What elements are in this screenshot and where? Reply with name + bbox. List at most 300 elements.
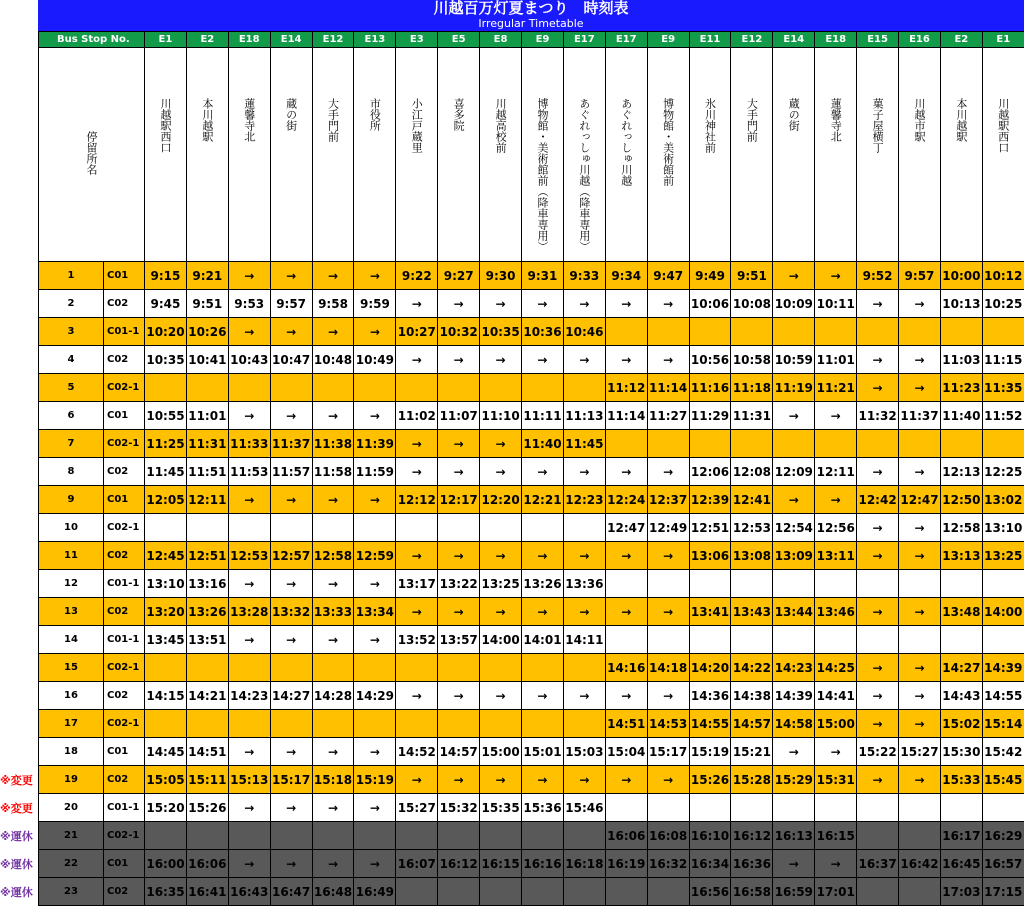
departure-time: 15:04 bbox=[605, 738, 647, 766]
departure-time: 11:23 bbox=[940, 374, 982, 402]
departure-time: → bbox=[857, 458, 899, 486]
departure-time: 15:00 bbox=[815, 710, 857, 738]
departure-time: 14:25 bbox=[815, 654, 857, 682]
departure-time bbox=[857, 878, 899, 906]
trip-number: 9 bbox=[39, 486, 104, 514]
departure-time bbox=[563, 374, 605, 402]
departure-time: 12:09 bbox=[773, 458, 815, 486]
departure-time: → bbox=[312, 262, 354, 290]
departure-time: → bbox=[815, 738, 857, 766]
departure-time: → bbox=[899, 542, 941, 570]
departure-time: 9:15 bbox=[145, 262, 187, 290]
departure-time: 10:12 bbox=[982, 262, 1024, 290]
departure-time bbox=[522, 654, 564, 682]
departure-time: 11:52 bbox=[982, 402, 1024, 430]
trip-row bbox=[39, 794, 1024, 822]
departure-time: 13:06 bbox=[689, 542, 731, 570]
departure-time: 11:40 bbox=[522, 430, 564, 458]
departure-time: 14:28 bbox=[312, 682, 354, 710]
trip-number: 17 bbox=[39, 710, 104, 738]
stop-name bbox=[438, 48, 480, 262]
stop-name bbox=[857, 48, 899, 262]
bus-stop-code: E3 bbox=[396, 32, 438, 48]
departure-time bbox=[982, 626, 1024, 654]
departure-time: 11:33 bbox=[228, 430, 270, 458]
departure-time bbox=[563, 710, 605, 738]
trip-row bbox=[39, 738, 1024, 766]
departure-time: → bbox=[647, 290, 689, 318]
departure-time: 15:46 bbox=[563, 794, 605, 822]
departure-time: 12:50 bbox=[940, 486, 982, 514]
departure-time: → bbox=[312, 570, 354, 598]
departure-time bbox=[940, 430, 982, 458]
departure-time: → bbox=[312, 402, 354, 430]
trip-row bbox=[39, 542, 1024, 570]
departure-time: → bbox=[270, 626, 312, 654]
departure-time: 15:26 bbox=[186, 794, 228, 822]
departure-time: 15:03 bbox=[563, 738, 605, 766]
bus-stop-code: E2 bbox=[940, 32, 982, 48]
departure-time: → bbox=[354, 486, 396, 514]
departure-time: 14:38 bbox=[731, 682, 773, 710]
departure-time: 14:11 bbox=[563, 626, 605, 654]
trip-row bbox=[39, 430, 1024, 458]
departure-time: 15:28 bbox=[731, 766, 773, 794]
departure-time: 14:22 bbox=[731, 654, 773, 682]
departure-time: 12:49 bbox=[647, 514, 689, 542]
trip-number: 8 bbox=[39, 458, 104, 486]
departure-time: 13:41 bbox=[689, 598, 731, 626]
bus-stop-code: E17 bbox=[605, 32, 647, 48]
departure-time: → bbox=[354, 318, 396, 346]
departure-time: 14:58 bbox=[773, 710, 815, 738]
departure-time: 10:00 bbox=[940, 262, 982, 290]
departure-time: 16:16 bbox=[522, 850, 564, 878]
trip-number: 23 bbox=[39, 878, 104, 906]
departure-time bbox=[815, 794, 857, 822]
departure-time: 13:57 bbox=[438, 626, 480, 654]
departure-time: → bbox=[522, 766, 564, 794]
departure-time bbox=[899, 430, 941, 458]
departure-time: → bbox=[605, 682, 647, 710]
departure-time: → bbox=[605, 766, 647, 794]
departure-time: → bbox=[438, 542, 480, 570]
departure-time bbox=[731, 794, 773, 822]
stop-name-text: 市役所 bbox=[368, 98, 381, 131]
departure-time: 11:45 bbox=[145, 458, 187, 486]
departure-time bbox=[563, 822, 605, 850]
departure-time bbox=[899, 794, 941, 822]
departure-time: 10:56 bbox=[689, 346, 731, 374]
departure-time bbox=[312, 654, 354, 682]
departure-time: 12:05 bbox=[145, 486, 187, 514]
departure-time bbox=[312, 822, 354, 850]
departure-time: → bbox=[270, 794, 312, 822]
departure-time: 12:51 bbox=[186, 542, 228, 570]
departure-time: → bbox=[270, 738, 312, 766]
departure-time: 10:59 bbox=[773, 346, 815, 374]
departure-time: → bbox=[522, 346, 564, 374]
departure-time bbox=[563, 878, 605, 906]
departure-time: 13:20 bbox=[145, 598, 187, 626]
departure-time bbox=[312, 514, 354, 542]
departure-time bbox=[982, 794, 1024, 822]
departure-time: 10:26 bbox=[186, 318, 228, 346]
departure-time: → bbox=[228, 486, 270, 514]
departure-time: 10:35 bbox=[145, 346, 187, 374]
departure-time: 11:29 bbox=[689, 402, 731, 430]
departure-time: 11:07 bbox=[438, 402, 480, 430]
route-code: C02 bbox=[104, 346, 145, 374]
service-change-note: ※変更 bbox=[0, 772, 40, 788]
departure-time: → bbox=[899, 290, 941, 318]
departure-time: 16:12 bbox=[438, 850, 480, 878]
departure-time: → bbox=[480, 430, 522, 458]
departure-time bbox=[689, 318, 731, 346]
departure-time: 9:33 bbox=[563, 262, 605, 290]
departure-time: 14:57 bbox=[438, 738, 480, 766]
departure-time: 10:32 bbox=[438, 318, 480, 346]
departure-time bbox=[228, 710, 270, 738]
departure-time: 14:55 bbox=[982, 682, 1024, 710]
departure-time: 11:45 bbox=[563, 430, 605, 458]
route-code: C01-1 bbox=[104, 318, 145, 346]
departure-time: → bbox=[773, 486, 815, 514]
departure-time: 10:08 bbox=[731, 290, 773, 318]
departure-time: 15:30 bbox=[940, 738, 982, 766]
bus-stop-code: E12 bbox=[312, 32, 354, 48]
bus-stop-code: E11 bbox=[689, 32, 731, 48]
departure-time: 11:12 bbox=[605, 374, 647, 402]
departure-time: → bbox=[270, 318, 312, 346]
departure-time: 13:43 bbox=[731, 598, 773, 626]
service-change-note: ※変更 bbox=[0, 800, 40, 816]
departure-time: → bbox=[312, 626, 354, 654]
departure-time: 14:52 bbox=[396, 738, 438, 766]
departure-time bbox=[899, 318, 941, 346]
departure-time: 12:24 bbox=[605, 486, 647, 514]
departure-time: 16:59 bbox=[773, 878, 815, 906]
bus-stop-code: E2 bbox=[186, 32, 228, 48]
timetable-header bbox=[38, 0, 1024, 31]
departure-time: 10:06 bbox=[689, 290, 731, 318]
trip-row bbox=[39, 822, 1024, 850]
departure-time: 10:36 bbox=[522, 318, 564, 346]
departure-time bbox=[605, 570, 647, 598]
departure-time: → bbox=[354, 850, 396, 878]
trip-number: 3 bbox=[39, 318, 104, 346]
departure-time bbox=[605, 794, 647, 822]
trip-row bbox=[39, 346, 1024, 374]
stop-name-text: あぐれっしゅ川越（降車専用） bbox=[578, 98, 591, 252]
departure-time bbox=[857, 570, 899, 598]
departure-time bbox=[396, 710, 438, 738]
departure-time: 10:09 bbox=[773, 290, 815, 318]
stop-name bbox=[689, 48, 731, 262]
bus-stop-code: E5 bbox=[438, 32, 480, 48]
trip-row bbox=[39, 654, 1024, 682]
departure-time: → bbox=[773, 738, 815, 766]
departure-time bbox=[480, 654, 522, 682]
departure-time: 14:20 bbox=[689, 654, 731, 682]
departure-time bbox=[563, 514, 605, 542]
departure-time: 14:39 bbox=[982, 654, 1024, 682]
departure-time: 15:19 bbox=[689, 738, 731, 766]
departure-time: → bbox=[773, 262, 815, 290]
departure-time: 17:01 bbox=[815, 878, 857, 906]
departure-time: 14:01 bbox=[522, 626, 564, 654]
departure-time: → bbox=[605, 346, 647, 374]
departure-time: 16:06 bbox=[186, 850, 228, 878]
departure-time bbox=[857, 430, 899, 458]
departure-time: 12:20 bbox=[480, 486, 522, 514]
departure-time: 13:26 bbox=[522, 570, 564, 598]
stop-name bbox=[940, 48, 982, 262]
departure-time: 11:40 bbox=[940, 402, 982, 430]
stop-name-text: 大手門前 bbox=[327, 98, 340, 142]
departure-time: 14:57 bbox=[731, 710, 773, 738]
departure-time: 14:36 bbox=[689, 682, 731, 710]
stop-names-row bbox=[39, 48, 1024, 262]
departure-time bbox=[228, 822, 270, 850]
departure-time: 16:00 bbox=[145, 850, 187, 878]
departure-time: 15:42 bbox=[982, 738, 1024, 766]
departure-time: 13:44 bbox=[773, 598, 815, 626]
departure-time bbox=[982, 570, 1024, 598]
stop-name bbox=[605, 48, 647, 262]
bus-stop-code: E17 bbox=[563, 32, 605, 48]
route-code: C01-1 bbox=[104, 626, 145, 654]
departure-time: 13:02 bbox=[982, 486, 1024, 514]
departure-time: → bbox=[438, 346, 480, 374]
departure-time bbox=[815, 626, 857, 654]
departure-time: 11:02 bbox=[396, 402, 438, 430]
departure-time bbox=[396, 822, 438, 850]
departure-time: 16:37 bbox=[857, 850, 899, 878]
departure-time bbox=[438, 710, 480, 738]
departure-time: → bbox=[270, 486, 312, 514]
trip-row bbox=[39, 458, 1024, 486]
departure-time: 14:53 bbox=[647, 710, 689, 738]
trip-row bbox=[39, 514, 1024, 542]
departure-time: 12:21 bbox=[522, 486, 564, 514]
departure-time bbox=[857, 318, 899, 346]
stop-name-text: 川越市駅 bbox=[913, 98, 926, 142]
departure-time: → bbox=[522, 290, 564, 318]
departure-time: → bbox=[396, 542, 438, 570]
departure-time: → bbox=[354, 626, 396, 654]
trip-row bbox=[39, 850, 1024, 878]
stop-name bbox=[480, 48, 522, 262]
departure-time: → bbox=[773, 850, 815, 878]
departure-time: → bbox=[396, 766, 438, 794]
departure-time: 16:43 bbox=[228, 878, 270, 906]
route-code: C01 bbox=[104, 850, 145, 878]
departure-time: 11:01 bbox=[815, 346, 857, 374]
bus-stop-code: E1 bbox=[145, 32, 187, 48]
departure-time bbox=[145, 374, 187, 402]
departure-time bbox=[480, 710, 522, 738]
departure-time: 15:22 bbox=[857, 738, 899, 766]
departure-time: → bbox=[354, 570, 396, 598]
departure-time: → bbox=[480, 458, 522, 486]
route-code: C02-1 bbox=[104, 514, 145, 542]
route-code: C01 bbox=[104, 402, 145, 430]
departure-time: 11:31 bbox=[731, 402, 773, 430]
departure-time: 11:15 bbox=[982, 346, 1024, 374]
departure-time: → bbox=[899, 374, 941, 402]
departure-time bbox=[186, 710, 228, 738]
departure-time: 15:00 bbox=[480, 738, 522, 766]
departure-time: → bbox=[857, 710, 899, 738]
timetable-grid bbox=[38, 31, 1024, 906]
departure-time: → bbox=[354, 402, 396, 430]
departure-time bbox=[940, 626, 982, 654]
departure-time: 16:15 bbox=[480, 850, 522, 878]
departure-time: 12:59 bbox=[354, 542, 396, 570]
departure-time: 16:56 bbox=[689, 878, 731, 906]
departure-time: 9:58 bbox=[312, 290, 354, 318]
departure-time: 14:39 bbox=[773, 682, 815, 710]
departure-time bbox=[145, 822, 187, 850]
departure-time: → bbox=[605, 290, 647, 318]
departure-time: 11:13 bbox=[563, 402, 605, 430]
departure-time: 13:25 bbox=[982, 542, 1024, 570]
departure-time: 12:42 bbox=[857, 486, 899, 514]
departure-time: 15:17 bbox=[270, 766, 312, 794]
departure-time bbox=[899, 878, 941, 906]
route-code: C01 bbox=[104, 486, 145, 514]
departure-time: 10:48 bbox=[312, 346, 354, 374]
departure-time: 13:48 bbox=[940, 598, 982, 626]
departure-time: 12:54 bbox=[773, 514, 815, 542]
departure-time: 15:29 bbox=[773, 766, 815, 794]
stop-name bbox=[815, 48, 857, 262]
route-code: C02 bbox=[104, 682, 145, 710]
departure-time: 10:27 bbox=[396, 318, 438, 346]
departure-time: 10:55 bbox=[145, 402, 187, 430]
departure-time: → bbox=[480, 766, 522, 794]
departure-time: 9:22 bbox=[396, 262, 438, 290]
departure-time: 10:49 bbox=[354, 346, 396, 374]
departure-time: 9:27 bbox=[438, 262, 480, 290]
departure-time: 12:12 bbox=[396, 486, 438, 514]
departure-time: 14:18 bbox=[647, 654, 689, 682]
service-change-note: ※運休 bbox=[0, 884, 40, 900]
departure-time: 10:11 bbox=[815, 290, 857, 318]
departure-time: 10:58 bbox=[731, 346, 773, 374]
departure-time: → bbox=[899, 598, 941, 626]
stop-name bbox=[228, 48, 270, 262]
departure-time bbox=[270, 514, 312, 542]
departure-time: 9:34 bbox=[605, 262, 647, 290]
stop-name bbox=[731, 48, 773, 262]
departure-time: → bbox=[563, 458, 605, 486]
departure-time bbox=[857, 822, 899, 850]
stop-name-text: 本川越駅 bbox=[955, 98, 968, 142]
stop-name bbox=[522, 48, 564, 262]
departure-time bbox=[647, 626, 689, 654]
departure-time: 13:33 bbox=[312, 598, 354, 626]
departure-time: → bbox=[647, 458, 689, 486]
departure-time: 13:09 bbox=[773, 542, 815, 570]
departure-time bbox=[982, 318, 1024, 346]
departure-time: 16:29 bbox=[982, 822, 1024, 850]
departure-time: 15:21 bbox=[731, 738, 773, 766]
route-code: C01-1 bbox=[104, 794, 145, 822]
departure-time: 15:17 bbox=[647, 738, 689, 766]
departure-time: → bbox=[480, 598, 522, 626]
trip-row bbox=[39, 682, 1024, 710]
bus-stop-number-row bbox=[39, 32, 1024, 48]
departure-time: → bbox=[815, 486, 857, 514]
departure-time bbox=[647, 794, 689, 822]
departure-time: 12:17 bbox=[438, 486, 480, 514]
departure-time bbox=[605, 430, 647, 458]
departure-time: → bbox=[354, 738, 396, 766]
departure-time bbox=[354, 514, 396, 542]
route-code: C02 bbox=[104, 598, 145, 626]
trip-number: 10 bbox=[39, 514, 104, 542]
departure-time: → bbox=[228, 794, 270, 822]
departure-time: → bbox=[857, 682, 899, 710]
departure-time: → bbox=[228, 850, 270, 878]
departure-time bbox=[270, 654, 312, 682]
departure-time: → bbox=[396, 346, 438, 374]
departure-time: 11:37 bbox=[270, 430, 312, 458]
trip-number: 6 bbox=[39, 402, 104, 430]
route-code: C02 bbox=[104, 290, 145, 318]
departure-time: 17:03 bbox=[940, 878, 982, 906]
departure-time: 13:32 bbox=[270, 598, 312, 626]
trip-row bbox=[39, 878, 1024, 906]
departure-time bbox=[228, 654, 270, 682]
departure-time: → bbox=[899, 458, 941, 486]
departure-time: 16:12 bbox=[731, 822, 773, 850]
route-code: C02 bbox=[104, 542, 145, 570]
departure-time: 10:35 bbox=[480, 318, 522, 346]
departure-time: → bbox=[899, 514, 941, 542]
departure-time: 16:58 bbox=[731, 878, 773, 906]
stop-name-text: 大手門前 bbox=[745, 98, 758, 142]
departure-time bbox=[773, 318, 815, 346]
departure-time: 11:01 bbox=[186, 402, 228, 430]
departure-time: → bbox=[438, 430, 480, 458]
departure-time: 16:45 bbox=[940, 850, 982, 878]
departure-time bbox=[396, 514, 438, 542]
trip-number: 19 bbox=[39, 766, 104, 794]
departure-time bbox=[731, 626, 773, 654]
departure-time: 11:32 bbox=[857, 402, 899, 430]
departure-time: 15:27 bbox=[396, 794, 438, 822]
departure-time: → bbox=[438, 598, 480, 626]
departure-time bbox=[186, 822, 228, 850]
bus-stop-code: E13 bbox=[354, 32, 396, 48]
departure-time: 15:18 bbox=[312, 766, 354, 794]
departure-time: 14:23 bbox=[228, 682, 270, 710]
departure-time: → bbox=[647, 346, 689, 374]
stop-name bbox=[145, 48, 187, 262]
departure-time bbox=[689, 794, 731, 822]
departure-time: 14:51 bbox=[605, 710, 647, 738]
departure-time: 15:01 bbox=[522, 738, 564, 766]
departure-time: 15:36 bbox=[522, 794, 564, 822]
departure-time: → bbox=[605, 458, 647, 486]
departure-time: 13:51 bbox=[186, 626, 228, 654]
departure-time: 11:35 bbox=[982, 374, 1024, 402]
departure-time: 9:51 bbox=[731, 262, 773, 290]
departure-time: 12:51 bbox=[689, 514, 731, 542]
